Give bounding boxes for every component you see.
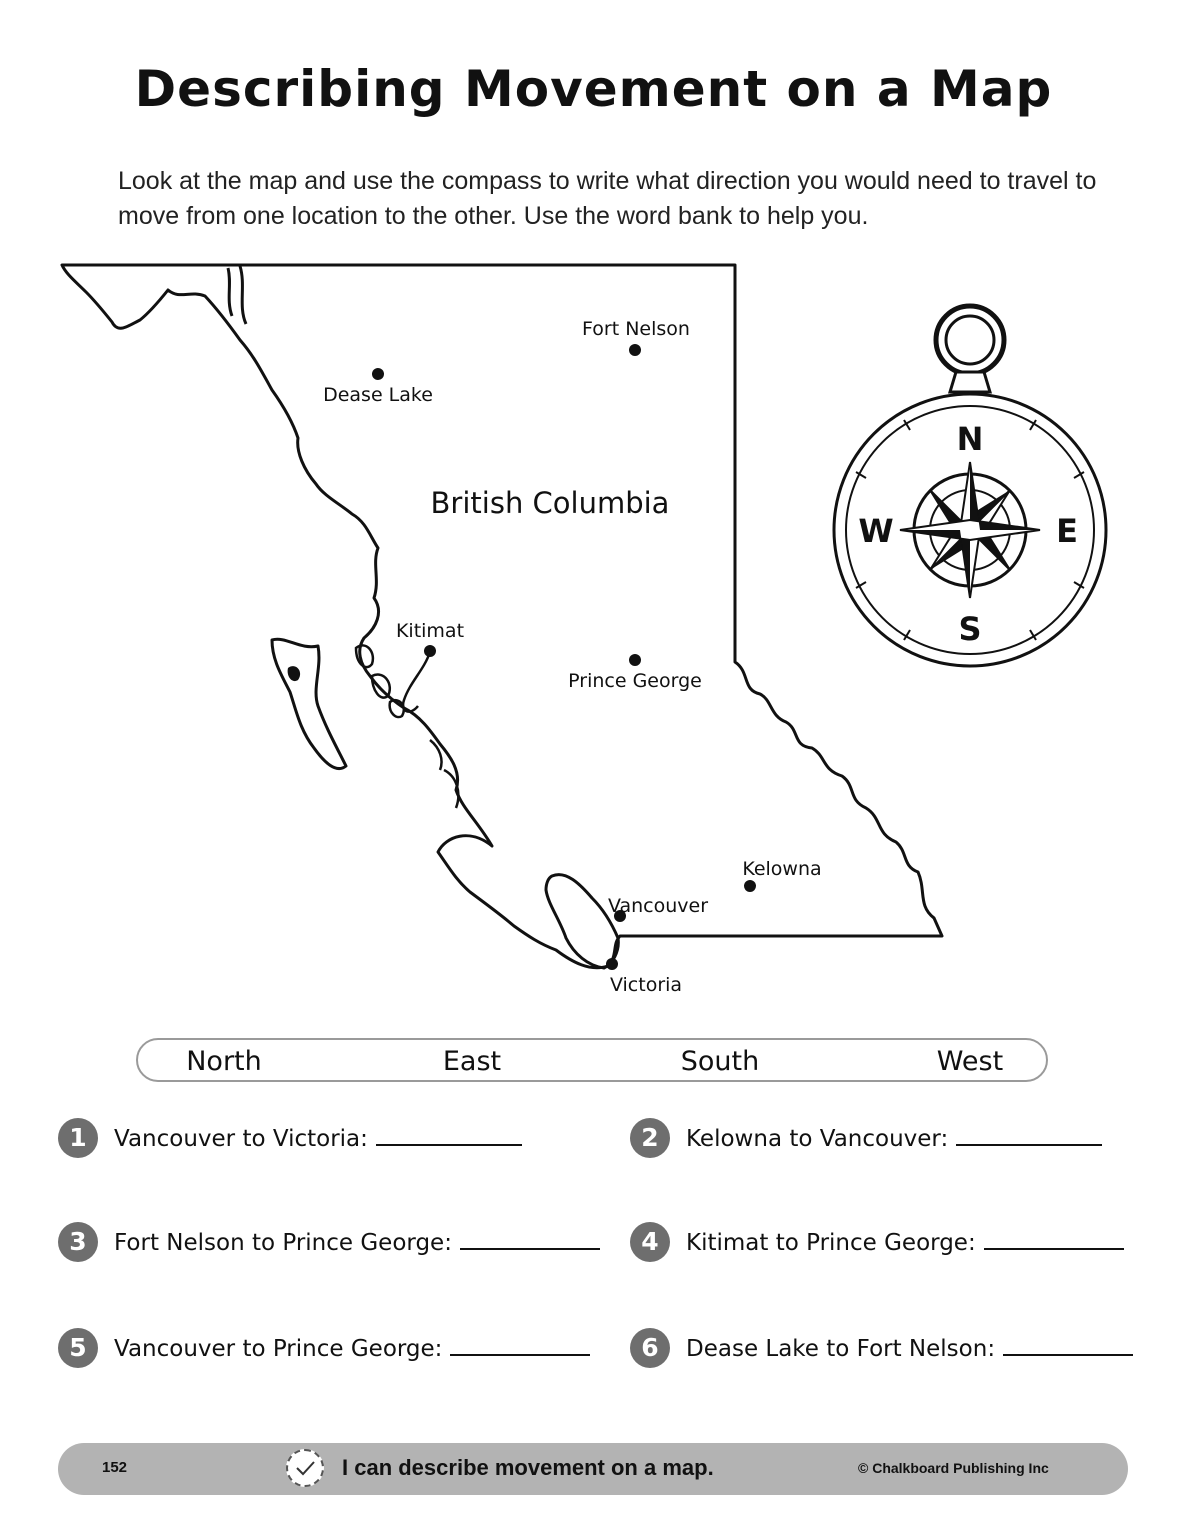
page-title: Describing Movement on a Map <box>134 60 1053 118</box>
city-label: Vancouver <box>607 895 709 917</box>
city-victoria <box>606 958 682 996</box>
city-kelowna <box>742 858 821 892</box>
city-prince-george <box>568 654 702 692</box>
question-text: Kitimat to Prince George: <box>686 1230 976 1256</box>
question-text: Dease Lake to Fort Nelson: <box>686 1336 996 1362</box>
city-label: Kelowna <box>742 858 822 880</box>
city-label: Kitimat <box>395 620 465 642</box>
question-number-badge: 3 <box>58 1222 98 1262</box>
compass-east-label: E <box>1056 512 1078 550</box>
answer-blank[interactable] <box>956 1124 1102 1146</box>
question-number-badge: 5 <box>58 1328 98 1368</box>
copyright: © Chalkboard Publishing Inc <box>858 1460 1049 1476</box>
answer-blank[interactable] <box>460 1228 600 1250</box>
compass-west-label: W <box>858 512 894 550</box>
answer-blank[interactable] <box>984 1228 1124 1250</box>
vancouver-island <box>546 875 618 968</box>
question-number-badge: 2 <box>630 1118 670 1158</box>
question-number-badge: 1 <box>58 1118 98 1158</box>
compass-south-label: S <box>958 610 982 648</box>
city-dot <box>629 344 641 356</box>
word-bank-item: South <box>680 1046 760 1077</box>
city-fort-nelson <box>582 318 690 356</box>
question-text: Fort Nelson to Prince George: <box>114 1230 452 1256</box>
question-text: Kelowna to Vancouver: <box>686 1126 949 1152</box>
footer-bar <box>58 1443 1128 1495</box>
city-label: Prince George <box>568 670 702 692</box>
word-bank-item: North <box>186 1046 262 1077</box>
question-number-badge: 6 <box>630 1328 670 1368</box>
city-dot <box>424 645 436 657</box>
compass-north-label: N <box>956 420 984 458</box>
answer-blank[interactable] <box>1003 1334 1133 1356</box>
haida-gwaii-island <box>272 639 346 768</box>
city-dot <box>629 654 641 666</box>
word-bank-item: East <box>442 1046 502 1077</box>
city-vancouver <box>608 895 708 922</box>
page-number: 152 <box>102 1459 128 1476</box>
city-dot <box>744 880 756 892</box>
goal-checkbox[interactable] <box>286 1449 324 1487</box>
city-kitimat <box>396 620 464 657</box>
city-dease-lake <box>323 368 433 406</box>
question-number-badge: 4 <box>630 1222 670 1262</box>
question-text: Vancouver to Prince George: <box>114 1336 443 1362</box>
answer-blank[interactable] <box>376 1124 522 1146</box>
question-text: Vancouver to Victoria: <box>114 1126 368 1152</box>
check-icon <box>288 1451 322 1485</box>
learning-goal: I can describe movement on a map. <box>342 1455 714 1480</box>
city-label: Dease Lake <box>323 384 433 406</box>
city-label: Fort Nelson <box>582 318 690 340</box>
answer-blank[interactable] <box>450 1334 590 1356</box>
city-dot <box>372 368 384 380</box>
instructions: Look at the map and use the compass to write what direction you would need to travel to move from one location to the other. Use the word bank to help you. <box>118 167 1097 230</box>
word-bank-item: West <box>936 1046 1004 1077</box>
word-bank <box>136 1038 1048 1082</box>
compass-icon <box>834 306 1106 666</box>
region-label: British Columbia <box>430 486 670 520</box>
city-dot <box>606 958 618 970</box>
city-label: Victoria <box>609 974 683 996</box>
